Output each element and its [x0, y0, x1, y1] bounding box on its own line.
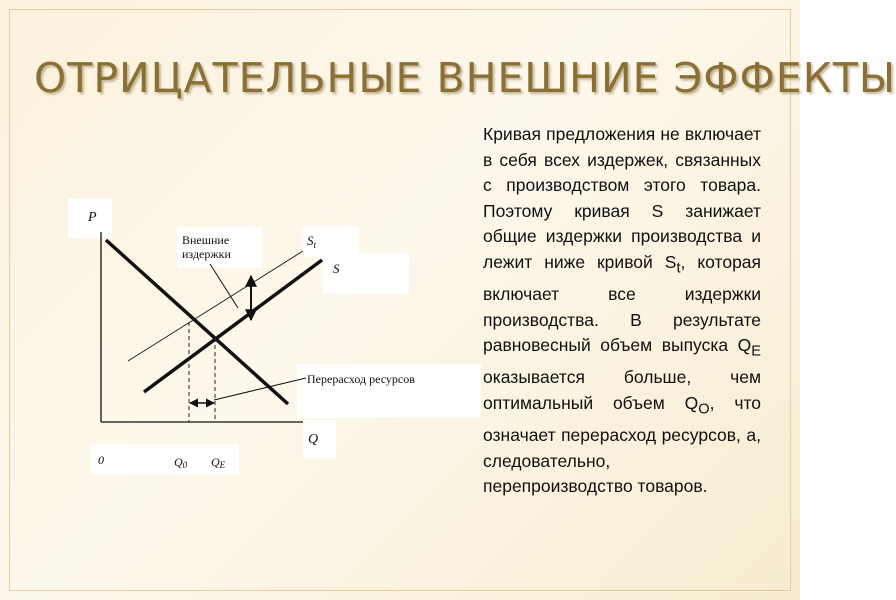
origin-label: 0	[98, 453, 104, 467]
external-costs-pointer	[210, 264, 238, 308]
q-axis-label: Q	[308, 432, 319, 447]
qe-label-sub: E	[219, 460, 226, 470]
overuse-label: Перерасход ресурсов	[307, 372, 415, 386]
paragraph-sub-o: O	[698, 401, 710, 418]
q0-label-main: Q	[174, 455, 183, 469]
paragraph-part-2: , которая включает все издержки производства. В результате равновесный объем выпуска Q	[483, 251, 762, 356]
p-axis-label: P	[88, 210, 97, 225]
q0-label-sub: 0	[182, 460, 188, 470]
paragraph-sub-e: E	[751, 343, 761, 360]
external-costs-label-1: Внешние	[182, 233, 230, 247]
paragraph-sub-t: t	[676, 260, 681, 277]
paragraph-part-4: , что означает перерасход ресурсов, а, следовательно, перепроизводство товаров.	[483, 392, 761, 497]
st-label-sub: t	[313, 240, 317, 250]
st-label-main: S	[307, 233, 314, 248]
supply-curve-s	[144, 260, 322, 392]
overuse-pointer	[214, 378, 306, 400]
paragraph-part-1: Кривая предложения не включает в себя всех издержек, связанных с производством этого товара. Поэтому кривая S занижает общие издержки производства и лежит ниже кривой S	[483, 124, 761, 272]
external-costs-label-2: издержки	[182, 247, 231, 261]
qe-label-main: Q	[211, 455, 220, 469]
s-label: S	[333, 261, 340, 276]
slide-title: ОТРИЦАТЕЛЬНЫЕ ВНЕШНИЕ ЭФФЕКТЫ	[34, 54, 896, 102]
paragraph-part-3: оказывается больше, чем оптимальный объем Q	[483, 367, 761, 413]
